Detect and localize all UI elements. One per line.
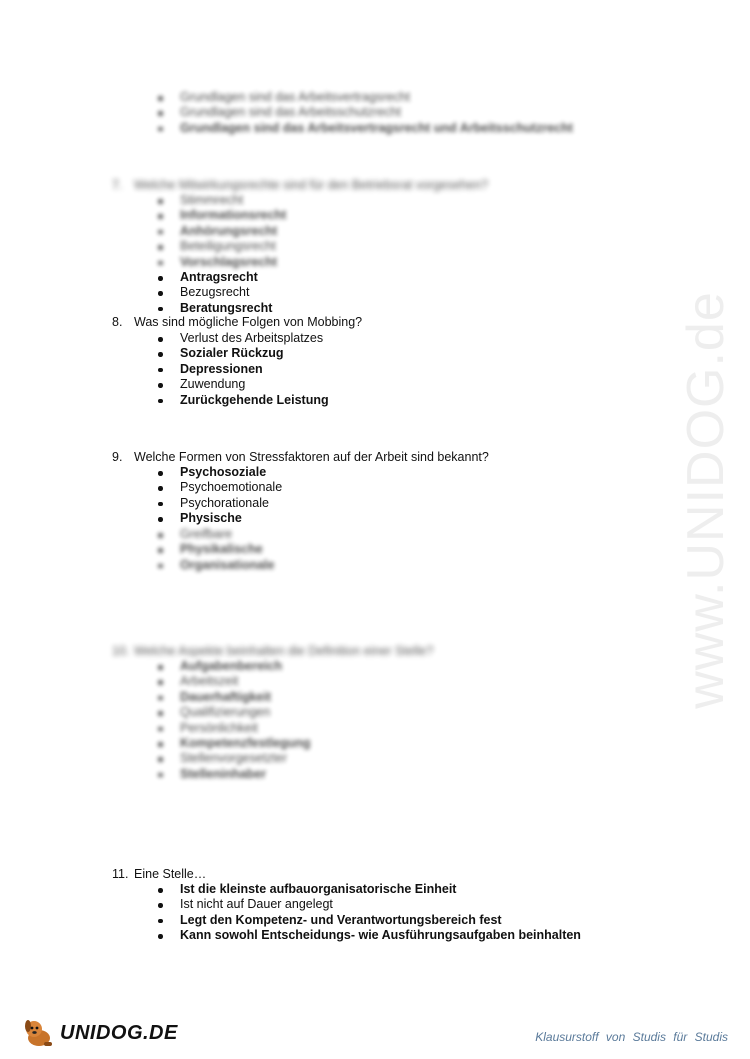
- question-10: [112, 644, 433, 659]
- list-item: Beteiligungsrecht: [158, 239, 286, 254]
- question-9: [112, 450, 489, 465]
- q9-answer-list: [158, 465, 282, 527]
- list-item: Sozialer Rückzug: [158, 346, 329, 361]
- question-number: 8.: [112, 315, 123, 329]
- list-item: Physische: [158, 511, 282, 526]
- list-item: Legt den Kompetenz- und Verantwortungsbereich fest: [158, 913, 581, 928]
- dog-mascot-icon: [22, 1016, 56, 1050]
- list-item: Arbeitszeit: [158, 674, 311, 689]
- list-item: Verlust des Arbeitsplatzes: [158, 331, 329, 346]
- list-item: Kompetenzfestlegung: [158, 736, 311, 751]
- list-item: Zurückgehende Leistung: [158, 393, 329, 408]
- list-item: Psychoemotionale: [158, 480, 282, 495]
- q7-answer-list: [158, 270, 272, 316]
- list-item: Psychosoziale: [158, 465, 282, 480]
- question-number: 9.: [112, 450, 123, 464]
- question-text: Eine Stelle…: [134, 867, 207, 881]
- question-text: Welche Formen von Stressfaktoren auf der Arbeit sind bekannt?: [134, 450, 489, 464]
- question-text: Welche Aspekte beinhalten die Definition einer Stelle?: [134, 644, 434, 658]
- list-item: Grundlagen sind das Arbeitsschutzrecht: [158, 105, 573, 120]
- q8-answer-list: [158, 331, 329, 408]
- list-item: Persönlichkeit: [158, 721, 311, 736]
- list-item: Organisationale: [158, 558, 274, 573]
- question-number: 7.: [112, 178, 123, 192]
- watermark: [672, 270, 740, 730]
- list-item: Qualifizierungen: [158, 705, 311, 720]
- logo-text: UNIDOG.DE: [60, 1021, 178, 1044]
- footer-logo[interactable]: [22, 1016, 178, 1050]
- question-7: [112, 178, 488, 193]
- list-item: Zuwendung: [158, 377, 329, 392]
- list-item: Stellenvorgesetzter: [158, 751, 311, 766]
- question-8: [112, 315, 362, 330]
- question-number: 11.: [112, 867, 129, 881]
- list-item: Depressionen: [158, 362, 329, 377]
- list-item: Stimmrecht: [158, 193, 286, 208]
- list-item: Antragsrecht: [158, 270, 272, 285]
- list-item: Grundlagen sind das Arbeitsvertragsrecht und Arbeitsschutzrecht: [158, 121, 573, 136]
- list-item: Kann sowohl Entscheidungs- wie Ausführungsaufgaben beinhalten: [158, 928, 581, 943]
- list-item: Dauerhaftigkeit: [158, 690, 311, 705]
- question-text: Welche Mitwirkungsrechte sind für den Betriebsrat vorgesehen?: [134, 178, 489, 192]
- question-text: Was sind mögliche Folgen von Mobbing?: [134, 315, 363, 329]
- list-item: Physikalische: [158, 542, 274, 557]
- question-11: [112, 867, 206, 882]
- list-item: Beratungsrecht: [158, 301, 272, 316]
- list-item: Ist nicht auf Dauer angelegt: [158, 897, 581, 912]
- list-item: Psychorationale: [158, 496, 282, 511]
- q7-blurred-answer-list: [158, 193, 286, 270]
- list-item: Grundlagen sind das Arbeitsvertragsrecht: [158, 90, 573, 105]
- footer-slogan: Klausurstoff von Studis für Studis: [535, 1030, 728, 1044]
- question-number: 10.: [112, 644, 130, 658]
- list-item: Greifbare: [158, 527, 274, 542]
- q9-blurred-answer-list: [158, 527, 274, 573]
- list-item: Bezugsrecht: [158, 285, 272, 300]
- list-item: Aufgabenbereich: [158, 659, 311, 674]
- list-item: Stelleninhaber: [158, 767, 311, 782]
- list-item: Anhörungsrecht: [158, 224, 286, 239]
- list-item: Vorschlagsrecht: [158, 255, 286, 270]
- watermark-text: www.UNIDOG.de: [677, 291, 735, 709]
- q10-answer-list: [158, 659, 311, 782]
- q11-answer-list: [158, 882, 581, 944]
- list-item: Ist die kleinste aufbauorganisatorische Einheit: [158, 882, 581, 897]
- list-item: Informationsrecht: [158, 208, 286, 223]
- top-answer-list: [158, 90, 573, 136]
